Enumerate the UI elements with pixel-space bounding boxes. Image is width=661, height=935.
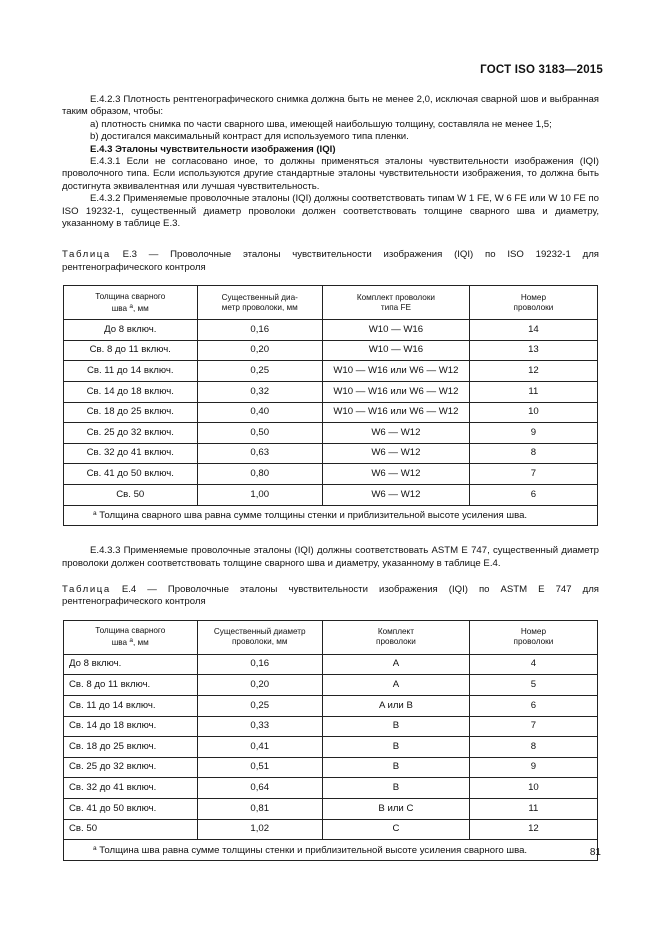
list-item-b: b) достигался максимальный контраст для используемого типа пленки. [90, 131, 409, 143]
section-heading-e43: Е.4.3 Эталоны чувствительности изображения (IQI) [90, 143, 336, 155]
table-cell: Св. 41 до 50 включ. [64, 464, 198, 485]
table-cell: 0,41 [197, 737, 322, 758]
table-cell: Св. 25 до 32 включ. [64, 757, 198, 778]
table-cell: Св. 18 до 25 включ. [64, 737, 198, 758]
table-row [64, 799, 598, 820]
table-cell: 0,51 [197, 757, 322, 778]
table-cell: W6 — W12 [322, 423, 469, 444]
table-cell: 14 [469, 320, 597, 341]
column-header-wire-set [322, 620, 469, 654]
table-cell: До 8 включ. [64, 320, 198, 341]
table-cell: Св. 18 до 25 включ. [64, 402, 198, 423]
table-cell: Св. 50 [64, 819, 198, 840]
table-cell: 0,63 [197, 443, 322, 464]
table-cell: W6 — W12 [322, 443, 469, 464]
table-cell: 7 [469, 716, 597, 737]
table-row [64, 320, 598, 341]
header-text: проволоки [513, 302, 554, 312]
table-cell: 6 [469, 485, 597, 506]
footnote-marker: a [93, 844, 97, 852]
table-cell: 9 [469, 423, 597, 444]
table-cell: 0,25 [197, 361, 322, 382]
table-cell: 11 [469, 799, 597, 820]
table-cell: W10 — W16 или W6 — W12 [322, 402, 469, 423]
header-text: Толщина сварного [95, 626, 166, 636]
table-footnote-row [64, 505, 598, 526]
table-cell: W6 — W12 [322, 464, 469, 485]
header-text: проволоки [513, 637, 554, 647]
table-footnote [64, 505, 598, 526]
document-header: ГОСТ ISO 3183—2015 [480, 64, 603, 76]
table-e4-caption-text: Е.4 — Проволочные эталоны чувствительности изображения (IQI) по ASTM E 747 для рентгенографического контроля [62, 584, 599, 608]
table-cell: 6 [469, 696, 597, 717]
column-header-wire-number [469, 620, 597, 654]
table-cell: Св. 41 до 50 включ. [64, 799, 198, 820]
table-row [64, 819, 598, 840]
table-row [64, 716, 598, 737]
header-text: Комплект проволоки [356, 292, 435, 302]
table-cell: 0,81 [197, 799, 322, 820]
table-footnote-row [64, 840, 598, 861]
table-cell: A или B [322, 696, 469, 717]
table-cell: W10 — W16 [322, 340, 469, 361]
column-header-diameter [197, 620, 322, 654]
table-cell: Св. 8 до 11 включ. [64, 340, 198, 361]
header-text: шва [111, 303, 128, 313]
page-number: 81 [589, 847, 601, 858]
table-e4-caption [62, 584, 599, 609]
table-cell: B [322, 778, 469, 799]
table-cell: 1,00 [197, 485, 322, 506]
table-cell: 10 [469, 402, 597, 423]
table-cell: До 8 включ. [64, 654, 198, 675]
paragraph-e431: Е.4.3.1 Если не согласовано иное, то должны применяться эталоны чувствительности изображения (IQI) проволочного типа. Если используются другие стандартные эталоны чувствительности изображения, то должна быть достигнута эквивалентная или лучшая чувствительность. [62, 156, 599, 192]
paragraph-e433: Е.4.3.3 Применяемые проволочные эталоны (IQI) должны соответствовать ASTM E 747, существенный диаметр проволоки должен соответствовать толщине сварного шва и диаметру, указанному в таблице Е.4. [62, 545, 599, 569]
table-cell: 0,16 [197, 654, 322, 675]
table-cell: 0,20 [197, 675, 322, 696]
table-cell: 9 [469, 757, 597, 778]
table-row [64, 382, 598, 403]
table-e3-caption-text: Е.3 — Проволочные эталоны чувствительности изображения (IQI) по ISO 19232-1 для рентгенографического контроля [62, 249, 599, 273]
table-cell: Св. 50 [64, 485, 198, 506]
table-cell: A [322, 675, 469, 696]
paragraph-e432: Е.4.3.2 Применяемые проволочные эталоны (IQI) должны соответствовать типам W 1 FE, W 6 FE или W 10 FE по ISO 19232-1, существенный диаметр проволоки должен соответствовать толщине сварного шва и диаметру, указанному в таблице Е.3. [62, 193, 599, 230]
table-cell: 5 [469, 675, 597, 696]
table-cell: W10 — W16 [322, 320, 469, 341]
footnote-text: Толщина шва равна сумме толщины стенки и приблизительной высоте усиления сварного шва. [96, 844, 528, 856]
table-row [64, 340, 598, 361]
table-e3 [63, 285, 598, 526]
table-header-row [64, 620, 598, 654]
header-text: , мм [132, 638, 149, 648]
table-cell: 0,40 [197, 402, 322, 423]
table-cell: 0,50 [197, 423, 322, 444]
table-cell: W6 — W12 [322, 485, 469, 506]
table-cell: Св. 25 до 32 включ. [64, 423, 198, 444]
table-cell: C [322, 819, 469, 840]
table-footnote [64, 840, 598, 861]
header-text: шва [111, 638, 128, 648]
header-text: Номер [520, 627, 547, 637]
table-cell: 0,25 [197, 696, 322, 717]
table-cell: Св. 32 до 41 включ. [64, 443, 198, 464]
page-body [62, 94, 599, 861]
table-e4-label: Таблица [62, 584, 111, 596]
header-text: Существенный диаметр [213, 627, 306, 637]
table-row [64, 485, 598, 506]
table-header-row [64, 286, 598, 320]
table-cell: Св. 14 до 18 включ. [64, 382, 198, 403]
table-cell: B [322, 716, 469, 737]
table-row [64, 675, 598, 696]
table-cell: 0,33 [197, 716, 322, 737]
column-header-wire-number [469, 286, 597, 320]
table-cell: 8 [469, 737, 597, 758]
table-cell: Св. 11 до 14 включ. [64, 361, 198, 382]
header-text: Толщина сварного [95, 291, 166, 301]
table-cell: Св. 32 до 41 включ. [64, 778, 198, 799]
table-cell: A [322, 654, 469, 675]
table-row [64, 361, 598, 382]
table-row [64, 443, 598, 464]
table-cell: 12 [469, 819, 597, 840]
table-cell: B или C [322, 799, 469, 820]
column-header-thickness [64, 286, 198, 320]
table-cell: 0,20 [197, 340, 322, 361]
footnote-text: Толщина сварного шва равна сумме толщины стенки и приблизительной высоте усиления шва. [96, 510, 528, 522]
table-row [64, 423, 598, 444]
table-cell: B [322, 737, 469, 758]
table-row [64, 737, 598, 758]
table-row [64, 696, 598, 717]
table-cell: 1,02 [197, 819, 322, 840]
table-row [64, 778, 598, 799]
footnote-marker: a [93, 510, 97, 518]
footnote-marker: a [129, 637, 133, 645]
table-cell: B [322, 757, 469, 778]
column-header-diameter [197, 286, 322, 320]
table-cell: 0,80 [197, 464, 322, 485]
header-text: Комплект [377, 627, 414, 637]
table-cell: 7 [469, 464, 597, 485]
column-header-wire-set [322, 286, 469, 320]
header-text: Номер [520, 292, 547, 302]
table-cell: 13 [469, 340, 597, 361]
table-row [64, 757, 598, 778]
table-e3-label: Таблица [62, 249, 111, 261]
table-cell: 0,16 [197, 320, 322, 341]
table-e3-caption [62, 249, 599, 274]
table-cell: W10 — W16 или W6 — W12 [322, 361, 469, 382]
header-text: , мм [132, 303, 149, 313]
table-row [64, 654, 598, 675]
table-cell: 8 [469, 443, 597, 464]
table-cell: W10 — W16 или W6 — W12 [322, 382, 469, 403]
table-cell: 4 [469, 654, 597, 675]
table-cell: Св. 11 до 14 включ. [64, 696, 198, 717]
table-e4 [63, 620, 598, 861]
header-text: метр проволоки, мм [221, 302, 298, 312]
header-text: Существенный диа- [221, 292, 298, 302]
table-cell: 0,32 [197, 382, 322, 403]
table-row [64, 402, 598, 423]
footnote-marker: a [129, 302, 133, 310]
header-text: проволоки, мм [231, 637, 288, 647]
column-header-thickness [64, 620, 198, 654]
paragraph-e423: Е.4.2.3 Плотность рентгенографического снимка должна быть не менее 2,0, исключая сварной шов и выбранная таким образом, чтобы: [62, 94, 599, 118]
table-row [64, 464, 598, 485]
table-cell: 11 [469, 382, 597, 403]
table-cell: 12 [469, 361, 597, 382]
table-cell: Св. 14 до 18 включ. [64, 716, 198, 737]
header-text: проволоки [376, 637, 416, 647]
list-item-a: a) плотность снимка по части сварного шва, имеющей наибольшую толщину, составляла не менее 1,5; [90, 118, 552, 130]
table-cell: 10 [469, 778, 597, 799]
table-cell: Св. 8 до 11 включ. [64, 675, 198, 696]
table-cell: 0,64 [197, 778, 322, 799]
header-text: типа FE [380, 302, 411, 312]
